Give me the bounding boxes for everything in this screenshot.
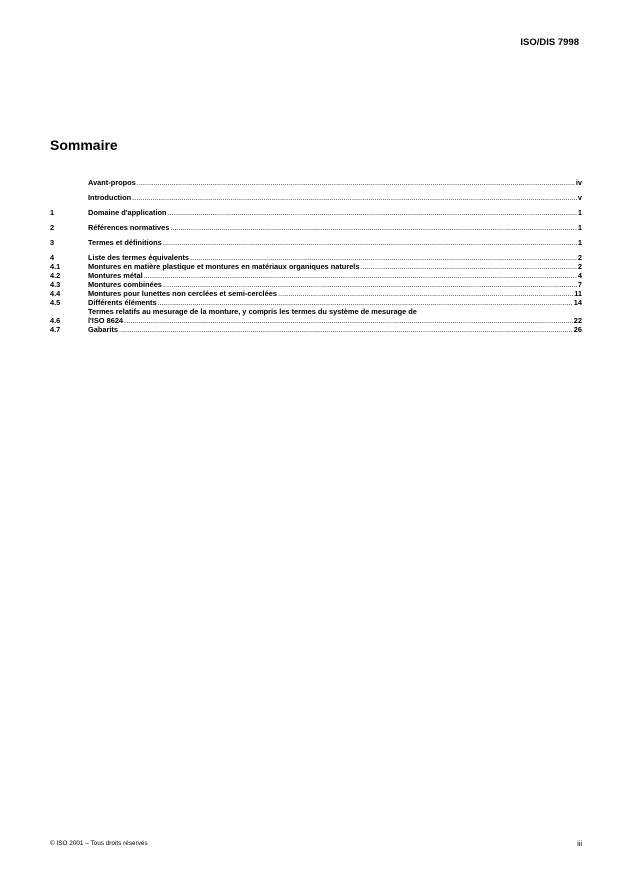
toc-entry-4-7[interactable] xyxy=(50,325,582,334)
toc-entry-2[interactable] xyxy=(50,223,582,232)
toc-leader xyxy=(163,280,577,289)
toc-entry-4[interactable] xyxy=(50,253,582,262)
toc-leader xyxy=(144,271,577,280)
toc-title: Avant-propos xyxy=(88,178,136,187)
toc-entry-4-5[interactable] xyxy=(50,298,582,307)
toc-leader xyxy=(119,325,573,334)
toc-page: 7 xyxy=(577,280,582,289)
toc-title: Gabarits xyxy=(88,325,118,334)
table-of-contents xyxy=(50,178,582,334)
footer-page-number: iii xyxy=(577,839,582,848)
toc-entry-4-6[interactable] xyxy=(50,307,582,325)
toc-page: iv xyxy=(575,178,582,187)
toc-title: Montures combinées xyxy=(88,280,162,289)
toc-title: Montures pour lunettes non cerclées et semi-cerclées xyxy=(88,289,277,298)
toc-number: 4.2 xyxy=(50,271,61,280)
toc-number: 4.3 xyxy=(50,280,61,289)
toc-entry-1[interactable] xyxy=(50,208,582,217)
toc-page: 2 xyxy=(577,262,582,271)
toc-number: 4.5 xyxy=(50,298,61,307)
toc-entry-3[interactable] xyxy=(50,238,582,247)
toc-title: Introduction xyxy=(88,193,132,202)
toc-number: 4.6 xyxy=(50,316,61,325)
toc-title: Références normatives xyxy=(88,223,170,232)
toc-entry-4-3[interactable] xyxy=(50,280,582,289)
toc-leader xyxy=(132,193,577,202)
toc-page: 4 xyxy=(577,271,582,280)
toc-title: l'ISO 8624 xyxy=(88,316,124,325)
toc-entry-4-1[interactable] xyxy=(50,262,582,271)
toc-leader xyxy=(168,208,577,217)
toc-number: 4.1 xyxy=(50,262,61,271)
document-id: ISO/DIS 7998 xyxy=(520,37,579,48)
toc-leader xyxy=(137,178,575,187)
toc-page: 22 xyxy=(573,316,582,325)
toc-number: 2 xyxy=(50,223,55,232)
toc-page: 14 xyxy=(573,298,582,307)
toc-title: Domaine d'application xyxy=(88,208,167,217)
toc-leader xyxy=(124,316,573,325)
toc-page: 1 xyxy=(577,238,582,247)
toc-leader xyxy=(190,253,577,262)
toc-number: 3 xyxy=(50,238,55,247)
toc-entry-4-4[interactable] xyxy=(50,289,582,298)
toc-leader xyxy=(360,262,576,271)
toc-page: 26 xyxy=(573,325,582,334)
toc-entry-avant-propos[interactable] xyxy=(50,178,582,187)
toc-page: 1 xyxy=(577,208,582,217)
toc-leader xyxy=(170,223,577,232)
toc-title: Montures métal xyxy=(88,271,143,280)
footer-copyright: © ISO 2001 – Tous droits réservés xyxy=(50,840,148,847)
toc-entry-introduction[interactable] xyxy=(50,193,582,202)
toc-page: v xyxy=(577,193,582,202)
toc-title: Termes et définitions xyxy=(88,238,162,247)
toc-page: 1 xyxy=(577,223,582,232)
toc-number: 1 xyxy=(50,208,55,217)
toc-entry-4-2[interactable] xyxy=(50,271,582,280)
toc-title: Liste des termes équivalents xyxy=(88,253,190,262)
toc-number: 4.7 xyxy=(50,325,61,334)
page-title: Sommaire xyxy=(50,137,118,153)
toc-title: Montures en matière plastique et montures en matériaux organiques naturels xyxy=(88,262,360,271)
toc-leader xyxy=(158,298,573,307)
toc-number: 4.4 xyxy=(50,289,61,298)
toc-leader xyxy=(278,289,573,298)
toc-title-line1: Termes relatifs au mesurage de la monture, y compris les termes du système de mesurage de xyxy=(88,307,417,316)
toc-page: 2 xyxy=(577,253,582,262)
toc-title: Différents éléments xyxy=(88,298,157,307)
toc-page: 11 xyxy=(574,289,582,298)
toc-number: 4 xyxy=(50,253,55,262)
toc-leader xyxy=(163,238,577,247)
